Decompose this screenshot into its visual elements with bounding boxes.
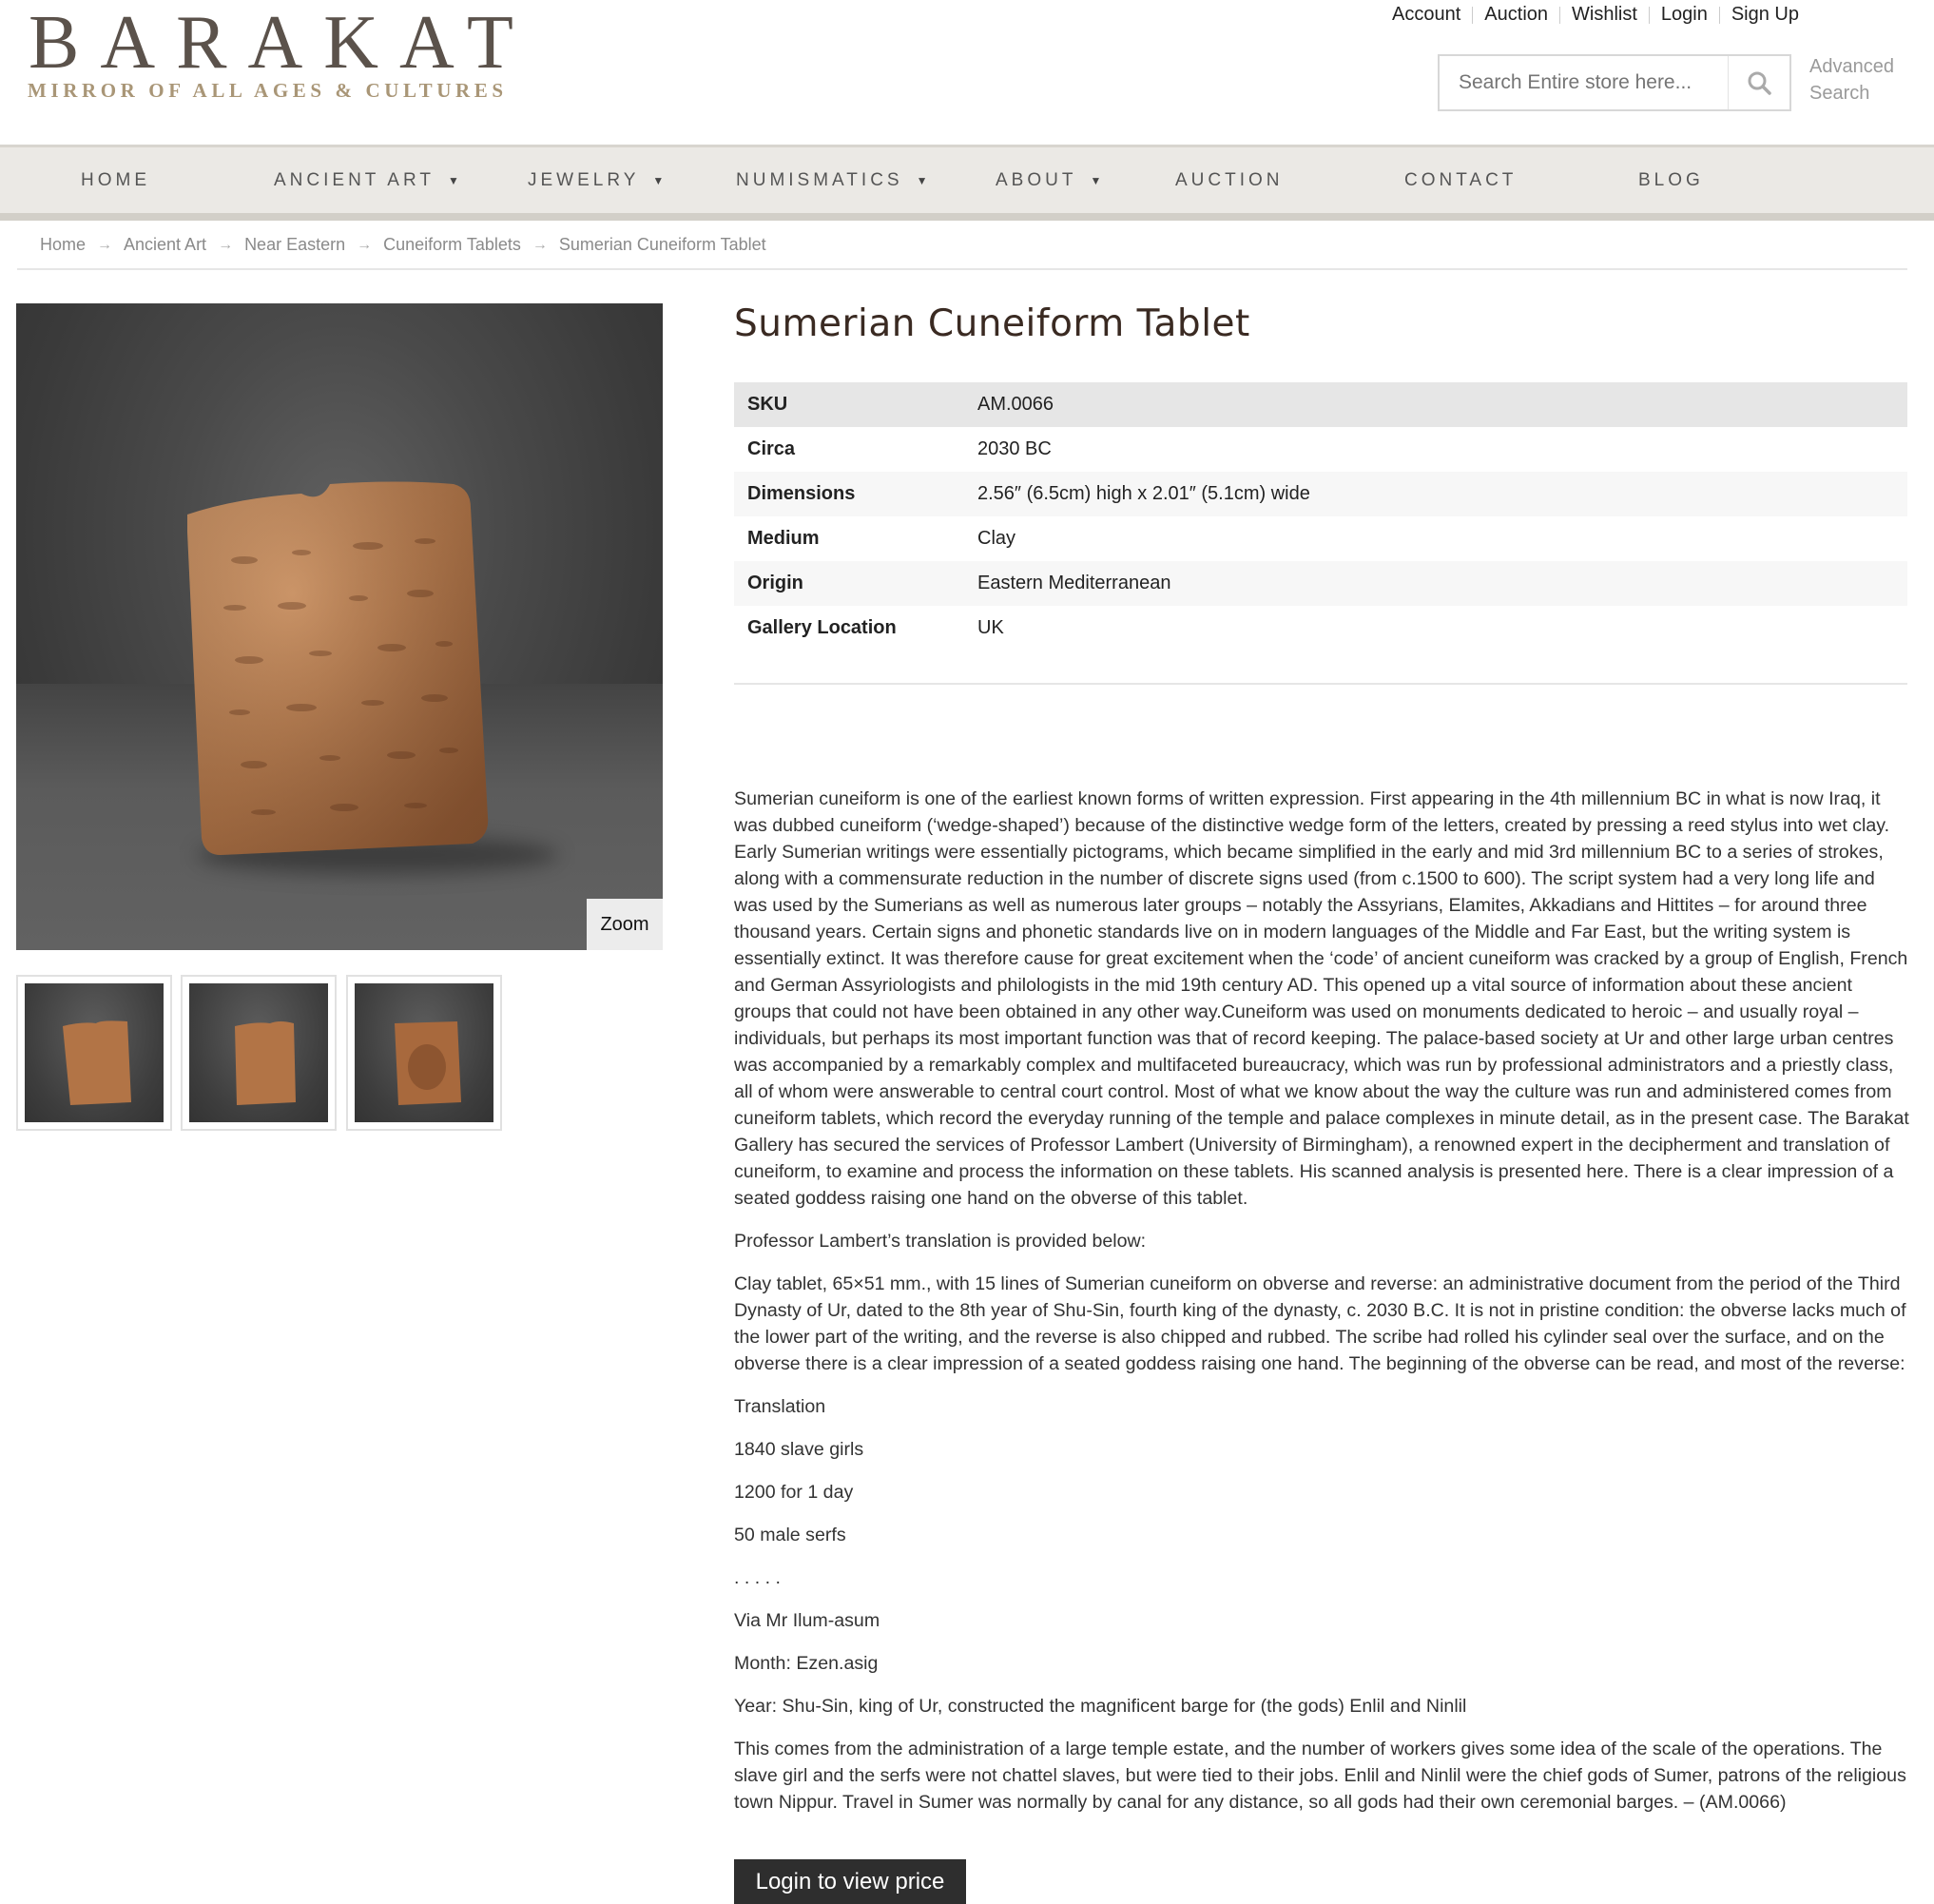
breadcrumb-current: Sumerian Cuneiform Tablet [558,235,766,254]
product-title: Sumerian Cuneiform Tablet [734,302,1250,345]
spec-value: Clay [977,528,1016,549]
tablet-illustration [16,303,663,950]
nav-label: CONTACT [1404,170,1518,190]
nav-auction[interactable] [1175,170,1284,191]
nav-contact[interactable] [1404,170,1517,191]
thumbnail-image [189,983,328,1122]
arrow-right-icon: → [97,236,113,253]
nav-label: AUCTION [1175,170,1284,190]
arrow-right-icon: → [357,236,373,253]
thumbnail-image [25,983,164,1122]
spec-row-gallery-location [734,606,1907,651]
description-paragraph: 1200 for 1 day [734,1482,854,1503]
nav-label: NUMISMATICS [736,170,903,190]
nav-blog[interactable] [1638,170,1704,191]
chevron-down-icon: ▼ [916,174,928,187]
nav-label: HOME [81,170,150,190]
arrow-right-icon: → [218,236,234,253]
login-link[interactable]: Login [1660,4,1708,25]
spec-value: Eastern Mediterranean [977,573,1171,593]
description-paragraph: Via Mr Ilum-asum [734,1610,880,1631]
spec-value: 2.56″ (6.5cm) high x 2.01″ (5.1cm) wide [977,483,1310,504]
brand-tagline: MIRROR OF ALL AGES & CULTURES [28,79,508,102]
spec-value: UK [977,617,1004,638]
description-paragraph: . . . . . [734,1567,781,1588]
search-input[interactable] [1440,56,1728,109]
description-paragraph: 1840 slave girls [734,1439,864,1460]
nav-numismatics[interactable] [736,170,927,191]
spec-row-dimensions [734,472,1907,516]
brand-logo[interactable]: BARAKAT [29,1,534,85]
spec-value: 2030 BC [977,438,1052,459]
auction-link[interactable]: Auction [1484,4,1549,25]
divider [17,268,1907,270]
description-paragraph: This comes from the administration of a large temple estate, and the number of workers gives some idea of the scale of the operations. The slave girl and the serfs were not chattel slaves, but were tied to their jobs. Enlil and Ninlil were the chief gods of Sumer, patrons of the religious town Nippur. Travel in Sumer was normally by canal for any distance, so all gods had their own ceremonial barges. – (AM.0066) [734,1739,1906,1813]
thumbnail-2[interactable] [181,975,337,1131]
spec-value: AM.0066 [977,394,1054,415]
wishlist-link[interactable]: Wishlist [1572,4,1637,25]
search-box [1438,54,1791,111]
spec-key: Origin [747,573,803,593]
spec-key: Gallery Location [747,617,897,638]
product-description [734,786,1911,1832]
nav-label: ANCIENT ART [274,170,435,190]
spec-row-sku [734,382,1907,427]
thumbnail-image [355,983,493,1122]
chevron-down-icon: ▼ [447,174,459,187]
description-paragraph: 50 male serfs [734,1525,846,1545]
chevron-down-icon: ▼ [1090,174,1102,187]
breadcrumb [40,235,766,255]
spec-key: Dimensions [747,483,856,504]
breadcrumb-cuneiform-tablets[interactable]: Cuneiform Tablets [383,235,521,254]
description-paragraph: Year: Shu-Sin, king of Ur, constructed the magnificent barge for (the gods) Enlil and Ninlil [734,1696,1467,1717]
nav-ancient-art[interactable] [274,170,459,191]
account-link[interactable]: Account [1392,4,1461,25]
product-image[interactable] [16,303,663,950]
thumbnail-3[interactable] [346,975,502,1131]
nav-about[interactable] [996,170,1101,191]
description-paragraph: Translation [734,1396,826,1417]
breadcrumb-home[interactable]: Home [40,235,87,254]
top-links [1381,4,1810,26]
spec-row-circa [734,427,1907,472]
spec-key: Medium [747,528,820,549]
nav-jewelry[interactable] [528,170,664,191]
signup-link[interactable]: Sign Up [1731,4,1799,25]
description-paragraph: Month: Ezen.asig [734,1653,879,1674]
breadcrumb-ancient-art[interactable]: Ancient Art [124,235,207,254]
zoom-button[interactable]: Zoom [587,899,663,950]
spec-key: SKU [747,394,788,415]
advanced-search-link[interactable]: Advanced Search [1809,56,1894,104]
chevron-down-icon: ▼ [652,174,665,187]
divider [734,683,1907,685]
nav-label: ABOUT [996,170,1077,190]
description-paragraph: Clay tablet, 65×51 mm., with 15 lines of Sumerian cuneiform on obverse and reverse: an administrative document from the period of the Third Dynasty of Ur, dated to the 8th year of Shu-Sin, fourth king of the dynasty, c. 2030 B.C. It is not in pristine condition: the obverse lacks much of the lower part of the writing, and the reverse is also chipped and rubbed. The scribe had rolled his cylinder seal over the surface, and on the obverse there is a clear impression of a seated goddess raising one hand. The beginning of the obverse can be read, and most of the reverse: [734,1273,1906,1374]
spec-table [734,382,1907,651]
search-icon [1747,70,1771,95]
description-paragraph: Sumerian cuneiform is one of the earliest known forms of written expression. First appearing in the 4th millennium BC in what is now Iraq, it was dubbed cuneiform (‘wedge-shaped’) because of the distinctive wedge form of the letters, created by pressing a reed stylus into wet clay. Early Sumerian writings were essentially pictograms, which became simplified in the early and mid 3rd millennium BC to a series of strokes, along with a commensurate reduction in the number of discrete signs used (from c.1500 to 600). The script system had a very long life and was used by the Sumerians as well as numerous later groups – notably the Assyrians, Elamites, Akkadians and Hittites – for around three thousand years. Certain signs and phonetic standards live on in modern languages of the Middle and Far East, but the writing system is essentially extinct. It was therefore cause for great excitement when the ‘code’ of ancient cuneiform was cracked by a group of English, French and German Assyriologists and philologists in the mid 19th century AD. This opened up a vital source of information about these ancient groups that could not have been obtained in any other way.Cuneiform was used on monuments dedicated to heroic – and usually royal – individuals, but perhaps its most important function was that of record keeping. The palace-based society at Ur and other large urban centres was accompanied by a remarkably complex and multifaceted bureaucracy, which was run by professional administrators and a priestly class, all of whom were answerable to central court control. Most of what we know about the way the culture was run and administered comes from cuneiform tablets, which record the everyday running of the temple and palace complexes in minute detail, as in the present case. The Barakat Gallery has secured the services of Professor Lambert (University of Birmingham), a renowned expert in the decipherment and translation of cuneiform, to examine and process the information on these tablets. His scanned analysis is presented here. There is a clear impression of a seated goddess raising one hand on the obverse of this tablet. [734,788,1909,1209]
login-to-view-price-button[interactable]: Login to view price [734,1859,966,1904]
nav-label: JEWELRY [528,170,640,190]
arrow-right-icon: → [532,236,548,253]
nav-home[interactable] [81,170,150,191]
spec-key: Circa [747,438,796,459]
spec-row-medium [734,516,1907,561]
main-nav [0,145,1934,221]
description-paragraph: Professor Lambert’s translation is provided below: [734,1231,1147,1252]
search-button[interactable] [1728,56,1789,109]
nav-label: BLOG [1638,170,1704,190]
breadcrumb-near-eastern[interactable]: Near Eastern [244,235,346,254]
thumbnail-1[interactable] [16,975,172,1131]
spec-row-origin [734,561,1907,606]
